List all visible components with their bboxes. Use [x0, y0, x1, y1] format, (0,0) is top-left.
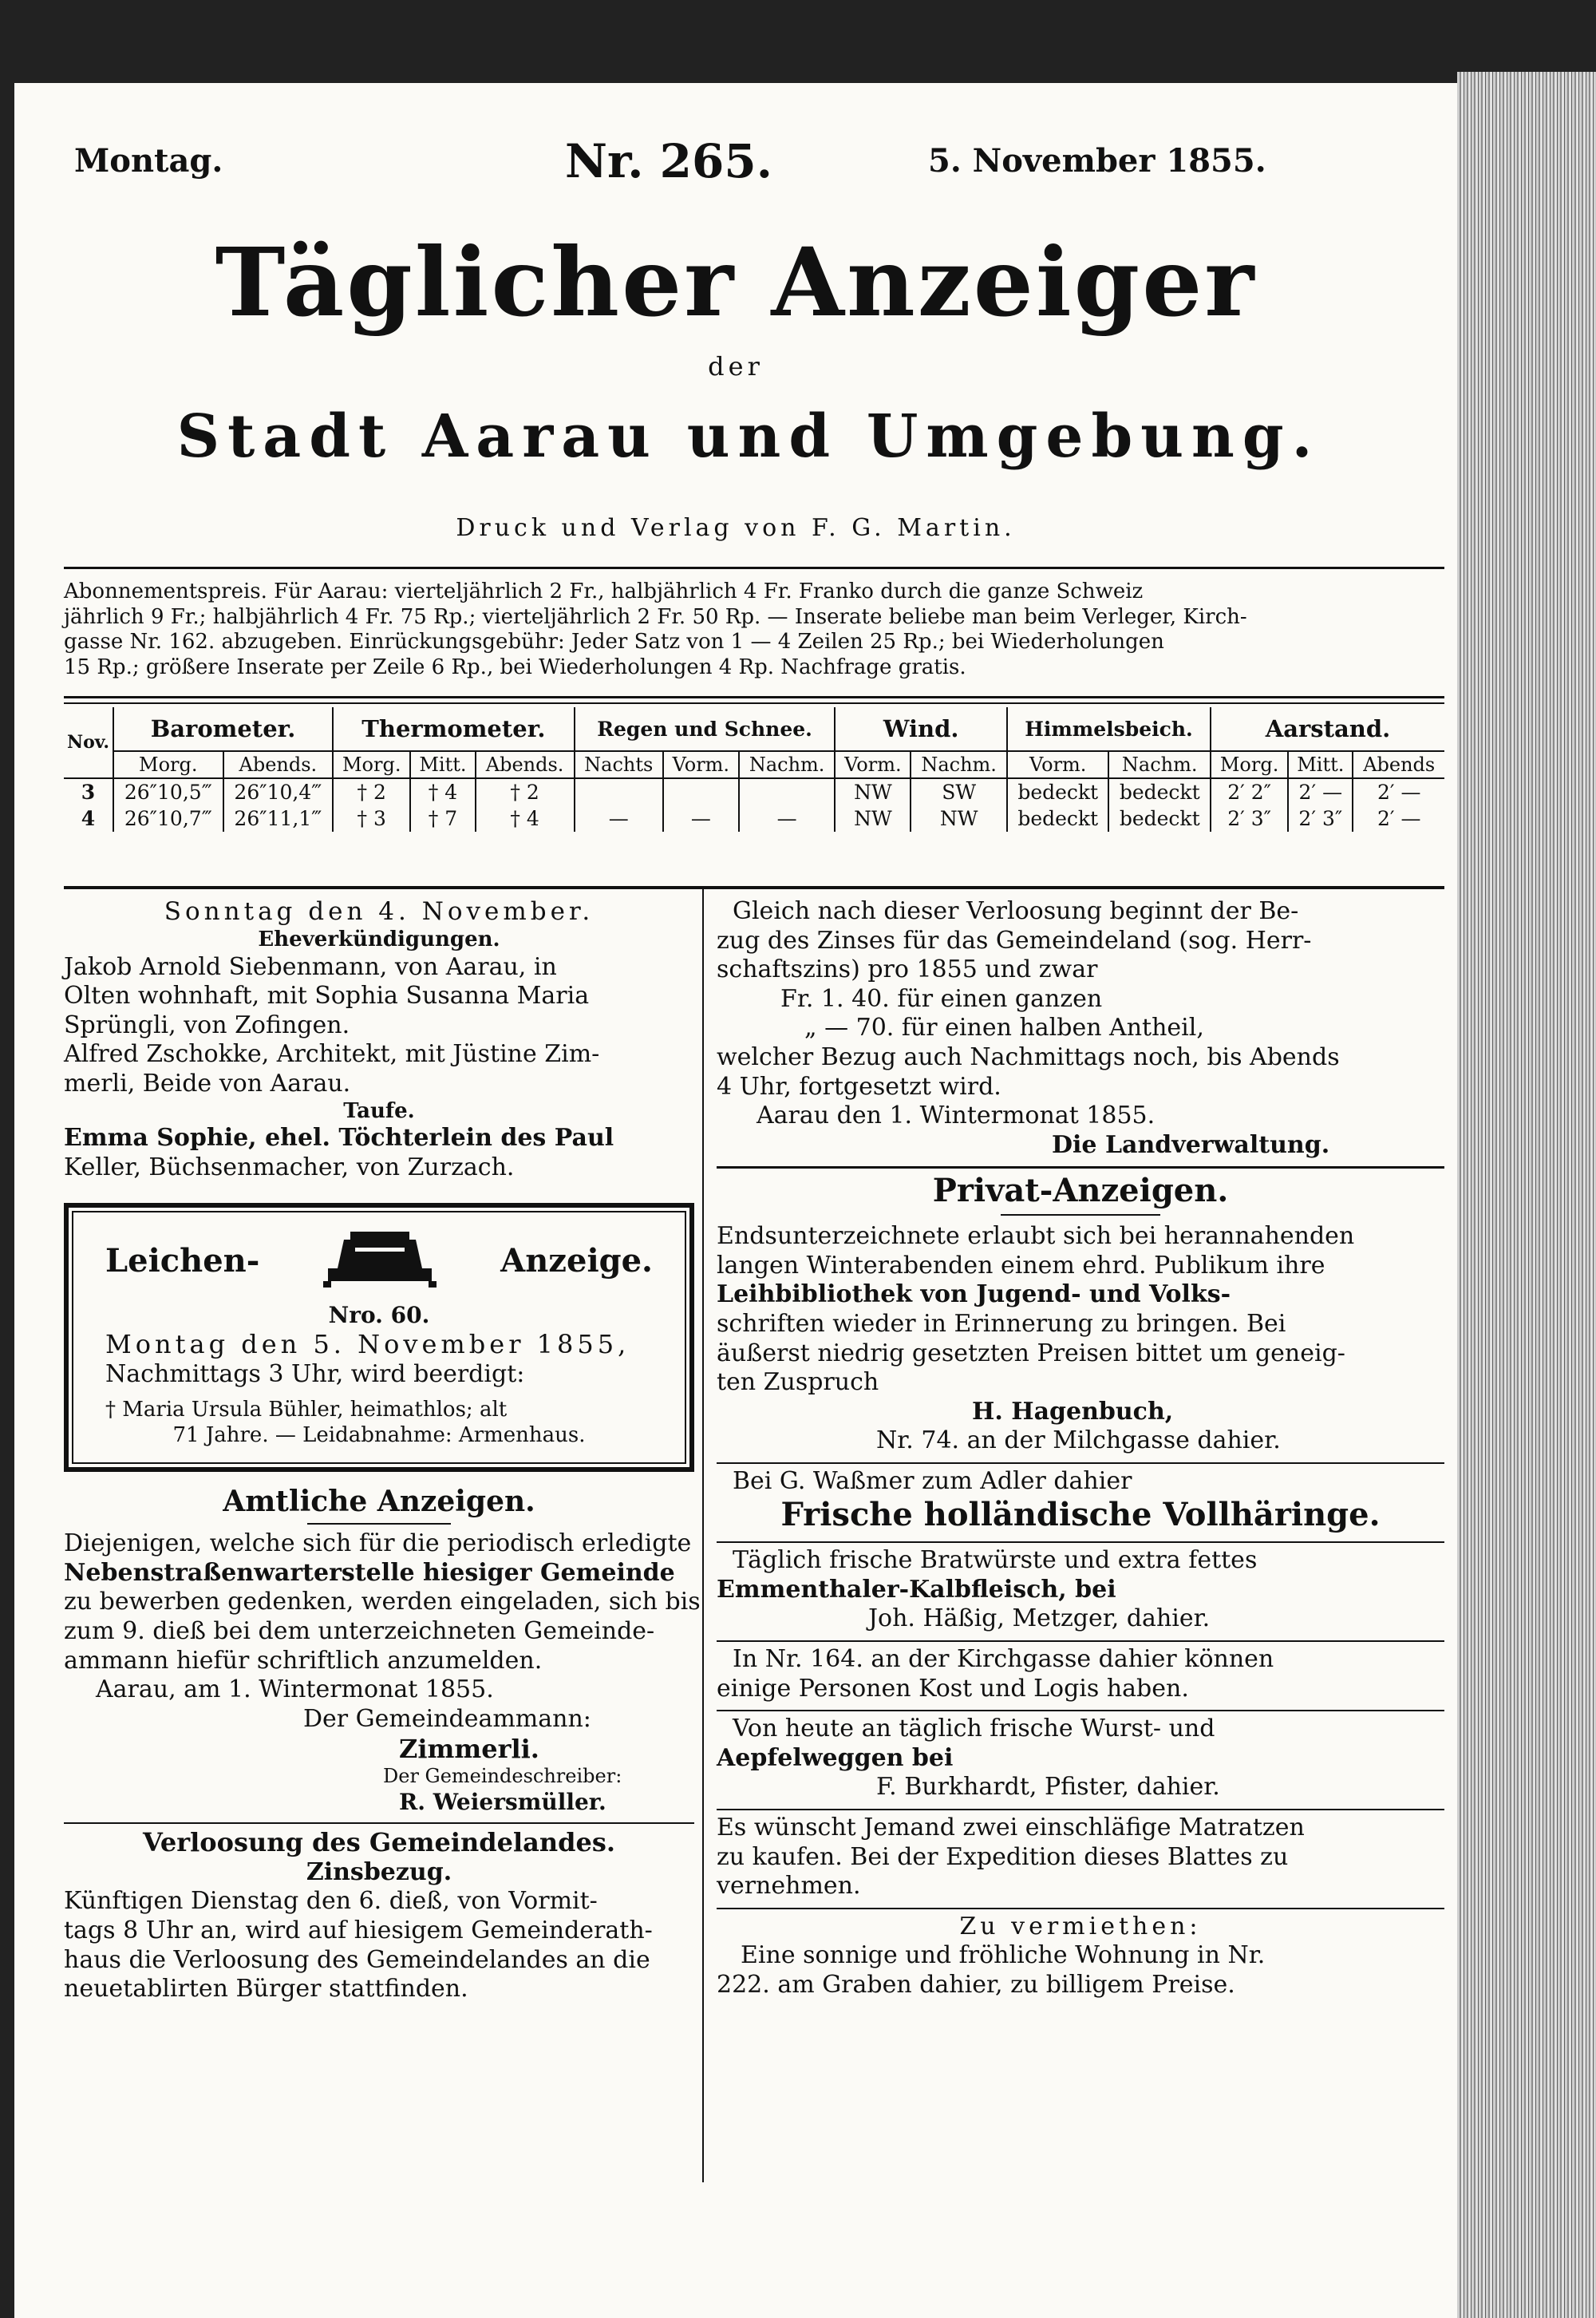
- rule: [717, 1462, 1444, 1464]
- cell: —: [663, 805, 739, 832]
- private-title: Privat-Anzeigen.: [932, 1172, 1229, 1210]
- official-sig: Der Gemeindeschreiber:: [383, 1765, 622, 1788]
- lottery-line: haus die Verloosung des Gemeindelandes an die: [64, 1945, 650, 1974]
- subheader: Vorm.: [663, 751, 739, 778]
- column-divider: [702, 889, 704, 2182]
- group-wind: Wind.: [835, 707, 1007, 751]
- banns-title: Eheverkündigungen.: [258, 927, 500, 951]
- cell: 26″10,5‴: [113, 778, 223, 805]
- mattress-line: zu kaufen. Bei der Expedition dieses Blattes zu: [717, 1842, 1289, 1871]
- official-sig: Der Gemeindeammann:: [303, 1704, 591, 1733]
- sausage-line: Emmenthaler-Kalbfleisch, bei: [717, 1575, 1116, 1604]
- board-line: In Nr. 164. an der Kirchgasse dahier können: [733, 1645, 1274, 1674]
- cell: 2′ —: [1353, 778, 1444, 805]
- rule: [717, 1908, 1444, 1909]
- bakery-sig: F. Burkhardt, Pfister, dahier.: [876, 1773, 1220, 1802]
- funeral-number: Nro. 60.: [328, 1302, 430, 1328]
- cell: 2′ —: [1288, 778, 1353, 805]
- cell: bedeckt: [1108, 805, 1211, 832]
- library-sig: H. Hagenbuch,: [972, 1397, 1174, 1426]
- lottery-line: tags 8 Uhr an, wird auf hiesigem Gemeinderath-: [64, 1916, 653, 1944]
- cell: [663, 778, 739, 805]
- left-column: [64, 897, 701, 2004]
- funeral-date: Montag den 5. November 1855,: [105, 1329, 630, 1360]
- lottery-cont-line: Aarau den 1. Wintermonat 1855.: [757, 1102, 1156, 1130]
- funeral-time: Nachmittags 3 Uhr, wird beerdigt:: [105, 1360, 525, 1389]
- weather-row: [64, 778, 1444, 805]
- lottery-cont-line: „ — 70. für einen halben Antheil,: [804, 1014, 1204, 1042]
- baptism-title: Taufe.: [343, 1098, 415, 1123]
- subscription-line: jährlich 9 Fr.; halbjährlich 4 Fr. 75 Rp.; vierteljährlich 2 Fr. 50 Rp. — Inserate beliebe man beim Verleger, Kirch-: [64, 604, 1247, 629]
- subheader: Mitt.: [410, 751, 475, 778]
- subheader: Morg.: [333, 751, 410, 778]
- herring-pre: Bei G. Waßmer zum Adler dahier: [733, 1466, 1132, 1495]
- page-edge: [1457, 72, 1596, 2318]
- newspaper-title: Täglicher Anzeiger: [215, 227, 1257, 338]
- cell: bedeckt: [1007, 805, 1109, 832]
- cell: —: [739, 805, 836, 832]
- mattress-line: vernehmen.: [717, 1872, 861, 1901]
- lottery-title: Verloosung des Gemeindelandes.: [142, 1826, 615, 1857]
- official-line: ammann hiefür schriftlich anzumelden.: [64, 1646, 543, 1675]
- cell: 2′ 2″: [1211, 778, 1288, 805]
- subheader: Nachm.: [1108, 751, 1211, 778]
- banns-line: Alfred Zschokke, Architekt, mit Jüstine Zim-: [64, 1040, 600, 1069]
- sausage-line: Täglich frische Bratwürste und extra fettes: [733, 1546, 1258, 1575]
- cell: 26″10,7‴: [113, 805, 223, 832]
- lottery-cont-sig: Die Landverwaltung.: [1052, 1130, 1330, 1159]
- group-rain: Regen und Schnee.: [575, 707, 836, 751]
- library-line: Endsunterzeichnete erlaubt sich bei herannahenden: [717, 1222, 1355, 1251]
- subheader: Morg.: [113, 751, 223, 778]
- cell: —: [575, 805, 663, 832]
- cell: NW: [835, 778, 911, 805]
- lottery-line: Künftigen Dienstag den 6. dieß, von Vormit-: [64, 1887, 598, 1916]
- banns-line: Sprüngli, von Zofingen.: [64, 1011, 350, 1039]
- board-line: einige Personen Kost und Logis haben.: [717, 1674, 1189, 1703]
- rent-line: 222. am Graben dahier, zu billigem Preise.: [717, 1971, 1235, 1999]
- subheader: Mitt.: [1288, 751, 1353, 778]
- cell: † 7: [410, 805, 475, 832]
- subheader: Nachm.: [911, 751, 1007, 778]
- issue-date: 5. November 1855.: [928, 142, 1266, 180]
- cell: † 3: [333, 805, 410, 832]
- right-column: [717, 897, 1444, 2000]
- bakery-line: Aepfelweggen bei: [717, 1743, 954, 1772]
- banns-line: Jakob Arnold Siebenmann, von Aarau, in: [64, 952, 557, 981]
- official-line: Diejenigen, welche sich für die periodisch erledigte: [64, 1529, 692, 1558]
- title-der: der: [708, 351, 764, 382]
- group-river: Aarstand.: [1211, 707, 1444, 751]
- subscription-info: [64, 580, 1452, 681]
- herring-ad: Frische holländische Vollhäringe.: [780, 1496, 1381, 1534]
- cell: 26″10,4‴: [223, 778, 334, 805]
- lottery-cont-line: Fr. 1. 40. für einen ganzen: [780, 984, 1103, 1013]
- rule: [64, 702, 1444, 704]
- cell: † 2: [333, 778, 410, 805]
- cell: † 4: [410, 778, 475, 805]
- lottery-cont-line: zug des Zinses für das Gemeindeland (sog. Herr-: [717, 926, 1312, 955]
- cell: † 2: [476, 778, 575, 805]
- newspaper-subtitle: Stadt Aarau und Umgebung.: [176, 402, 1321, 471]
- funeral-line: † Maria Ursula Bühler, heimathlos; alt: [105, 1397, 508, 1422]
- newspaper-page: [14, 83, 1457, 2318]
- baptism-line: Keller, Büchsenmacher, von Zurzach.: [64, 1153, 515, 1181]
- subheader: Vorm.: [835, 751, 911, 778]
- sausage-sig: Joh. Häßig, Metzger, dahier.: [868, 1604, 1211, 1633]
- baptism-line: Emma Sophie, ehel. Töchterlein des Paul: [64, 1124, 614, 1153]
- rule: [717, 1640, 1444, 1642]
- official-line: Nebenstraßenwarterstelle hiesiger Gemeinde: [64, 1558, 675, 1587]
- rent-line: Eine sonnige und fröhliche Wohnung in Nr.: [741, 1941, 1266, 1970]
- lottery-cont-line: Gleich nach dieser Verloosung beginnt der Be-: [733, 897, 1299, 925]
- library-line: langen Winterabenden einem ehrd. Publikum ihre: [717, 1251, 1325, 1280]
- group-barometer: Barometer.: [113, 707, 333, 751]
- cell: 3: [81, 781, 96, 804]
- cell: † 4: [476, 805, 575, 832]
- rule: [717, 1710, 1444, 1711]
- library-line: Leihbibliothek von Jugend- und Volks-: [717, 1280, 1231, 1309]
- cell: NW: [835, 805, 911, 832]
- group-thermometer: Thermometer.: [333, 707, 575, 751]
- library-line: schriften wieder in Erinnerung zu bringen. Bei: [717, 1309, 1286, 1338]
- lottery-cont-line: 4 Uhr, fortgesetzt wird.: [717, 1072, 1001, 1101]
- month-label: Nov.: [64, 707, 113, 778]
- subheader: Abends.: [476, 751, 575, 778]
- subscription-line: Abonnementspreis. Für Aarau: vierteljährlich 2 Fr., halbjährlich 4 Fr. Franko durch die ganze Schweiz: [64, 580, 1144, 603]
- official-sig: Zimmerli.: [399, 1734, 539, 1765]
- weekday: Montag.: [74, 142, 223, 180]
- weather-row: [64, 805, 1444, 832]
- rule: [717, 1541, 1444, 1543]
- official-line: zum 9. dieß bei dem unterzeichneten Gemeinde-: [64, 1616, 655, 1645]
- cell: SW: [911, 778, 1007, 805]
- subheader: Morg.: [1211, 751, 1288, 778]
- lottery-subtitle: Zinsbezug.: [306, 1857, 452, 1886]
- cell: NW: [911, 805, 1007, 832]
- cell: bedeckt: [1007, 778, 1109, 805]
- banns-line: merli, Beide von Aarau.: [64, 1069, 351, 1098]
- subheader: Abends: [1353, 751, 1444, 778]
- library-line: ten Zuspruch: [717, 1368, 879, 1397]
- cell: bedeckt: [1108, 778, 1211, 805]
- funeral-inner: [72, 1211, 686, 1464]
- lottery-cont-line: welcher Bezug auch Nachmittags noch, bis Abends: [717, 1042, 1340, 1071]
- funeral-heading-left: Leichen-: [105, 1241, 260, 1280]
- funeral-heading: [105, 1225, 653, 1297]
- funeral-line: 71 Jahre. — Leidabnahme: Armenhaus.: [172, 1422, 586, 1447]
- publisher-line: Druck und Verlag von F. G. Martin.: [456, 514, 1016, 542]
- official-sig: R. Weiersmüller.: [399, 1788, 606, 1815]
- rule: [64, 696, 1444, 698]
- library-addr: Nr. 74. an der Milchgasse dahier.: [876, 1426, 1281, 1455]
- official-date: Aarau, am 1. Wintermonat 1855.: [96, 1675, 494, 1704]
- cell: 26″11,1‴: [223, 805, 334, 832]
- mattress-line: Es wünscht Jemand zwei einschläfige Matratzen: [717, 1814, 1305, 1842]
- funeral-heading-right: Anzeige.: [500, 1241, 653, 1280]
- bakery-line: Von heute an täglich frische Wurst- und: [733, 1715, 1215, 1743]
- rule: [64, 1822, 694, 1824]
- subheader: Nachts: [575, 751, 663, 778]
- rule: [717, 1166, 1444, 1169]
- lottery-cont-line: schaftszins) pro 1855 und zwar: [717, 955, 1098, 984]
- rule: [64, 886, 1444, 889]
- cell: [739, 778, 836, 805]
- subheader: Nachm.: [739, 751, 836, 778]
- banns-line: Olten wohnhaft, mit Sophia Susanna Maria: [64, 982, 590, 1011]
- cell: 2′ —: [1353, 805, 1444, 832]
- official-title: Amtliche Anzeigen.: [223, 1485, 535, 1519]
- rule: [1001, 1214, 1160, 1216]
- cell: 2′ 3″: [1211, 805, 1288, 832]
- coffin-icon: [320, 1225, 440, 1297]
- cell: 2′ 3″: [1288, 805, 1353, 832]
- rule: [717, 1809, 1444, 1810]
- funeral-notice: [64, 1203, 694, 1472]
- rule: [307, 1523, 451, 1525]
- subscription-line: gasse Nr. 162. abzugeben. Einrückungsgebühr: Jeder Satz von 1 — 4 Zeilen 25 Rp.; bei Wiederholungen: [64, 630, 1164, 655]
- cell: 4: [81, 807, 96, 830]
- cell: [575, 778, 663, 805]
- lottery-line: neuetablirten Bürger stattfinden.: [64, 1975, 468, 2004]
- subscription-line: 15 Rp.; größere Inserate per Zeile 6 Rp., bei Wiederholungen 4 Rp. Nachfrage gratis.: [64, 655, 966, 680]
- issue-number: Nr. 265.: [565, 134, 772, 188]
- official-line: zu bewerben gedenken, werden eingeladen, sich bis: [64, 1588, 701, 1616]
- rent-title: Zu vermiethen:: [959, 1912, 1202, 1940]
- group-sky: Himmelsbeich.: [1007, 707, 1211, 751]
- weather-table-wrap: [64, 707, 1444, 832]
- subheader: Vorm.: [1007, 751, 1109, 778]
- rule: [64, 567, 1444, 569]
- library-line: äußerst niedrig gesetzten Preisen bittet um geneig-: [717, 1339, 1345, 1367]
- sunday-heading: Sonntag den 4. November.: [164, 897, 595, 926]
- subheader: Abends.: [223, 751, 334, 778]
- weather-table: [64, 707, 1444, 832]
